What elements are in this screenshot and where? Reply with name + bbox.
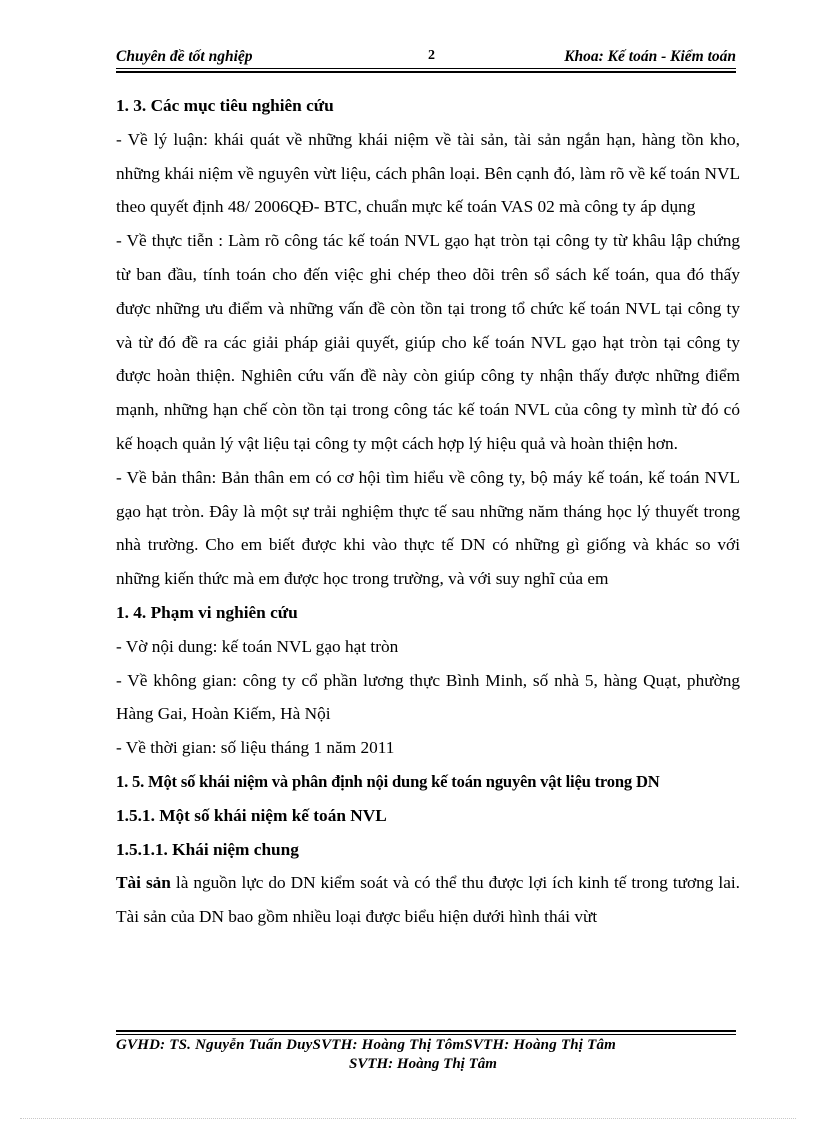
scope-time: - Về thời gian: số liệu tháng 1 năm 2011 — [116, 738, 395, 758]
header-rule-thick — [116, 71, 736, 73]
header-faculty: Khoa: Kế toán - Kiểm toán — [564, 48, 736, 65]
paragraph-asset-definition — [116, 866, 740, 934]
header-document-type: Chuyên đề tốt nghiệp — [116, 48, 253, 65]
heading-1-5-1: 1.5.1. Một số khái niệm kế toán NVL — [116, 805, 387, 825]
page-body — [116, 89, 740, 934]
heading-1-5: 1. 5. Một số khái niệm và phân định nội dung kế toán nguyên vật liệu trong DN — [116, 771, 660, 791]
heading-1-5-1-1: 1.5.1.1. Khái niệm chung — [116, 839, 299, 859]
footer-line-2: SVTH: Hoàng Thị Tâm — [349, 1056, 497, 1072]
footer-rule-thin — [116, 1034, 736, 1035]
asset-definition-text: là nguồn lực do DN kiểm soát và có thể thu được lợi ích kinh tế trong tương lai. Tài sản của DN bao gồm nhiều loại được biểu hiện dưới hình thái vừt — [116, 873, 741, 927]
page-footer — [116, 1036, 736, 1074]
header-rule-thin — [116, 68, 736, 69]
scope-space: - Về không gian: công ty cổ phần lương thực Bình Minh, số nhà 5, hàng Quạt, phường Hàng Gai, Hoàn Kiếm, Hà Nội — [116, 670, 740, 724]
term-asset: Tài sản — [116, 873, 171, 893]
scope-content: - Vờ nội dung: kế toán NVL gạo hạt tròn — [116, 636, 399, 656]
page-bottom-dotted-border — [20, 1118, 796, 1119]
heading-1-3: 1. 3. Các mục tiêu nghiên cứu — [116, 96, 334, 115]
page-header — [116, 48, 736, 68]
paragraph-self: - Về bản thân: Bản thân em có cơ hội tìm hiểu về công ty, bộ máy kế toán, kế toán NVL gạo hạt tròn. Đây là một sự trải nghiệm thực tế sau những năm tháng học lý thuyết trong nhà trường. Cho em biết được khi vào thực tế DN có những gì giống và khác so với những kiến thức mà em được học trong trường, và với suy nghĩ của em — [116, 467, 740, 589]
paragraph-theory: - Về lý luận: khái quát về những khái niệm về tài sản, tài sản ngắn hạn, hàng tồn kho, những khái niệm về nguyên vừt liệu, cách phân loại. Bên cạnh đó, làm rõ về kế toán NVL theo quyết định 48/ 2006QĐ- BTC, chuẩn mực kế toán VAS 02 mà công ty áp dụng — [116, 129, 740, 217]
footer-rule-thick — [116, 1030, 736, 1032]
footer-line-1: GVHD: TS. Nguyễn Tuấn DuySVTH: Hoàng Thị TômSVTH: Hoàng Thị Tâm — [116, 1037, 617, 1053]
page-number: 2 — [428, 48, 435, 63]
paragraph-practice: - Về thực tiễn : Làm rõ công tác kế toán NVL gạo hạt tròn tại công ty từ khâu lập chứng từ ban đầu, tính toán cho đến việc ghi chép theo dõi trên sổ sách kế toán, qua đó thấy được những ưu điểm và những vấn đề còn tồn tại trong tổ chức kế toán NVL tại công ty và từ đó đề ra các giải pháp giải quyết, giúp cho kế toán NVL gạo hạt tròn tại công ty được hoàn thiện. Nghiên cứu vấn đề này còn giúp công ty nhận thấy được những điểm mạnh, những hạn chế còn tồn tại trong công tác kế toán NVL của công ty mình từ đó có kế hoạch quản lý vật liệu tại công ty một cách hợp lý hiệu quả và hoàn thiện hơn. — [116, 231, 740, 453]
heading-1-4: 1. 4. Phạm vi nghiên cứu — [116, 602, 298, 622]
